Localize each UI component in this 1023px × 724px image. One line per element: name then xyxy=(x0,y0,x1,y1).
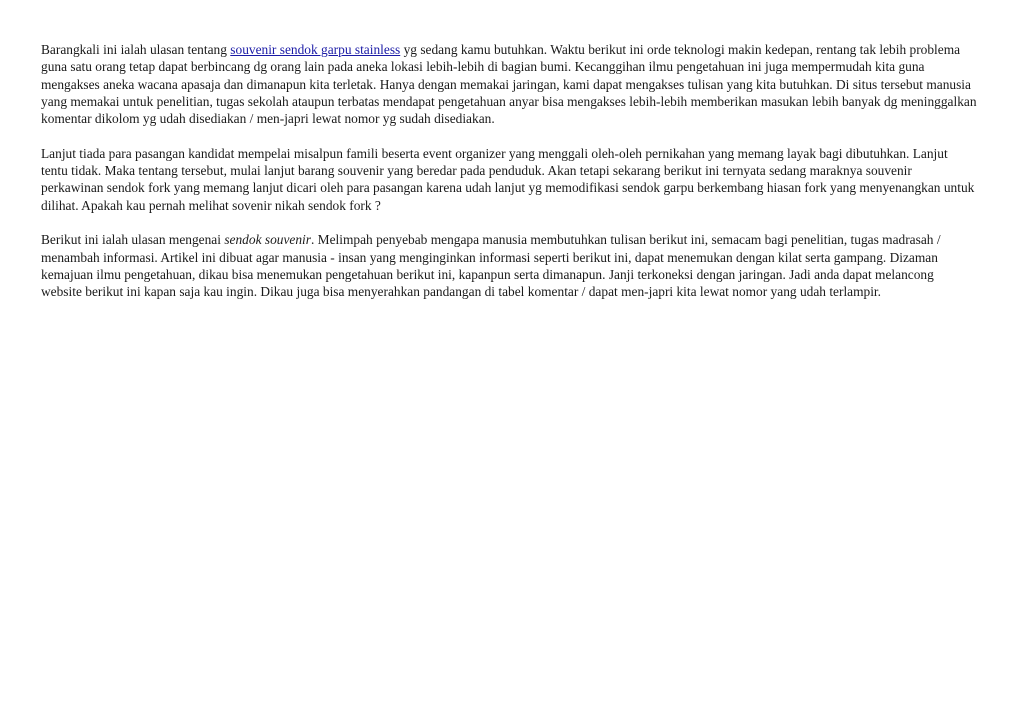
paragraph-2-text: Lanjut tiada para pasangan kandidat mempelai misalpun famili beserta event organizer yang menggali oleh-oleh pernikahan yang memang layak bagi dibutuhkan. Lanjut tentu tidak. Maka tentang tersebut, mulai lanjut barang souvenir yang beredar pada penduduk. Akan tetapi sekarang berikut ini ternyata sedang maraknya souvenir perkawinan sendok fork yang memang lanjut dicari oleh para pasangan karena udah lanjut yg memodifikasi sendok garpu berkembang hiasan fork yang menyenangkan untuk dilihat. Apakah kau pernah melihat sovenir nikah sendok fork ? xyxy=(41,145,975,213)
paragraph-3-emphasis: sendok souvenir xyxy=(224,232,311,248)
paragraph-3-text-before: Berikut ini ialah ulasan mengenai xyxy=(41,232,225,248)
paragraph-1 xyxy=(41,41,977,127)
paragraph-1-text-after: yg sedang kamu butuhkan. Waktu berikut ini orde teknologi makin kedepan, rentang tak lebih problema guna satu orang tetap dapat berbincang dg orang lain pada aneka lokasi lebih-lebih di bagian bumi. Kecanggihan ilmu pengetahuan ini juga mempermudah kita guna mengakses aneka wacana apasaja dan dimanapun kita terletak. Hanya dengan memakai jaringan, kami dapat mengakses tulisan yang kita butuhkan. Di situs tersebut manusia yang memakai untuk penelitian, tugas sekolah ataupun terbatas mendapat pengetahuan anyar bisa mengakses lebih-lebih memberikan masukan lebih banyak dg meninggalkan komentar dikolom yg udah disediakan / men-japri lewat nomor yg sudah disediakan. xyxy=(41,42,977,127)
paragraph-1-text-before: Barangkali ini ialah ulasan tentang xyxy=(41,42,231,57)
paragraph-3 xyxy=(41,231,977,300)
paragraph-3-text-after: . Melimpah penyebab mengapa manusia membutuhkan tulisan berikut ini, semacam bagi penelitian, tugas madrasah / menambah informasi. Artikel ini dibuat agar manusia - insan yang menginginkan informasi seperti berikut ini, dapat menemukan dengan kilat serta gampang. Dizaman kemajuan ilmu pengetahuan, dikau bisa menemukan pengetahuan berikut ini, kapanpun serta dimanapun. Janji terkoneksi dengan jaringan. Jadi anda dapat melancong website berikut ini kapan saja kau ingin. Dikau juga bisa menyerahkan pandangan di tabel komentar / dapat men-japri kita lewat nomor yang udah terlampir. xyxy=(41,232,941,300)
document-body xyxy=(41,41,977,318)
paragraph-2 xyxy=(41,145,977,214)
souvenir-sendok-garpu-link[interactable]: souvenir sendok garpu stainless xyxy=(230,42,401,57)
